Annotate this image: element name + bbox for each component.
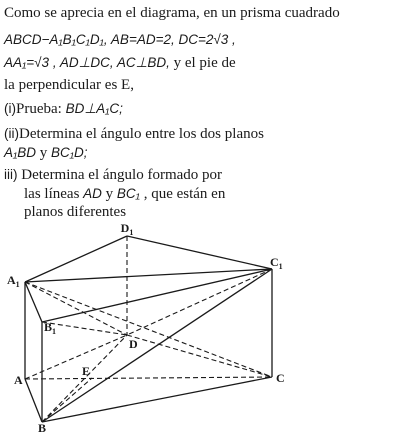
edge-b1-c1 bbox=[42, 269, 272, 322]
question-3-lines bbox=[24, 184, 225, 204]
label-e: E bbox=[82, 364, 91, 378]
question-1-math: BD⊥A₁C; bbox=[65, 101, 123, 116]
label-d: D bbox=[129, 337, 138, 351]
question-3-text: Determina el ángulo formado por bbox=[17, 167, 223, 183]
question-3-y: y bbox=[101, 186, 117, 202]
plane-bc1d: BC₁D; bbox=[51, 145, 88, 160]
given-text-2: y el pie de bbox=[169, 55, 236, 71]
question-1-label: (i) bbox=[4, 101, 16, 116]
given-math-2: AA₁=√3 , AD⊥DC, AC⊥BD, bbox=[4, 55, 170, 70]
question-3-label: iii) bbox=[4, 167, 18, 182]
problem-given-2 bbox=[4, 53, 236, 73]
edge-a1-d1 bbox=[25, 236, 127, 282]
line-ad: AD bbox=[83, 186, 102, 201]
question-2 bbox=[4, 124, 264, 144]
segment-a-c bbox=[25, 377, 272, 379]
question-2-label: (ii) bbox=[4, 126, 19, 141]
edge-d1-c1 bbox=[127, 236, 272, 269]
question-3-pre: las líneas bbox=[24, 186, 84, 202]
edge-a1-b1 bbox=[25, 282, 42, 322]
problem-given-3: la perpendicular es E, bbox=[4, 77, 134, 93]
question-3-end: planos diferentes bbox=[24, 204, 127, 220]
plane-a1bd: A₁BD bbox=[4, 145, 37, 160]
edge-a-b bbox=[25, 379, 42, 422]
segment-a1-c1 bbox=[25, 269, 272, 282]
question-2-text: Determina el ángulo entre los dos planos bbox=[19, 126, 264, 142]
question-2-and: y bbox=[36, 145, 52, 161]
edge-d-c bbox=[127, 335, 272, 377]
segment-c1-d bbox=[127, 269, 272, 335]
problem-intro: Como se aprecia en el diagrama, en un prisma cuadrado bbox=[4, 5, 340, 21]
problem-given: ABCD−A₁B₁C₁D₁, AB=AD=2, DC=2√3 , bbox=[4, 32, 236, 47]
label-c1: $C_1$ bbox=[270, 255, 283, 271]
question-1 bbox=[4, 99, 123, 119]
label-d1: $D_1$ bbox=[120, 222, 134, 237]
line-bc1: BC₁ bbox=[116, 186, 140, 201]
prism-diagram bbox=[0, 222, 400, 432]
label-a1: $A_1$ bbox=[7, 273, 20, 289]
label-b: B bbox=[38, 421, 47, 432]
segment-b-e bbox=[42, 378, 92, 422]
edge-a-d bbox=[25, 335, 127, 379]
label-a: A bbox=[14, 373, 23, 387]
label-b1: $B_1$ bbox=[44, 320, 57, 336]
question-3 bbox=[4, 165, 222, 185]
question-3-post: , que están en bbox=[139, 186, 226, 202]
question-2-planes bbox=[4, 143, 88, 163]
label-c: C bbox=[276, 371, 285, 385]
question-1-text: Prueba: bbox=[16, 101, 66, 117]
